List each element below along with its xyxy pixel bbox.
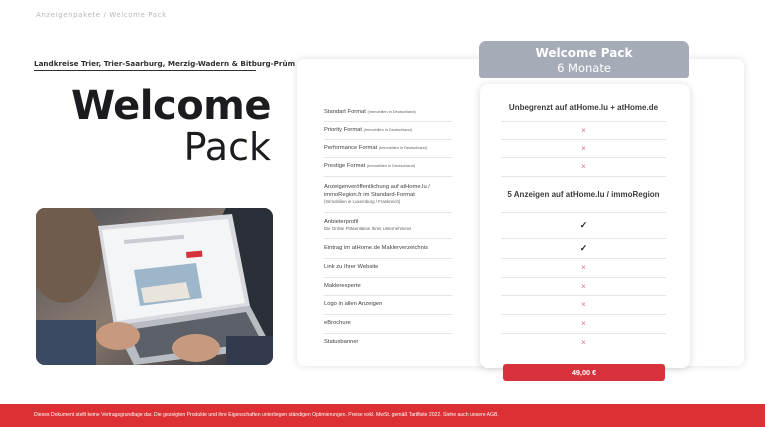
feature-note: Die Online Präsentation Ihres Unternehmens [324, 226, 412, 232]
cross-icon: × [581, 125, 586, 135]
price-button[interactable]: 49,00 € [503, 364, 665, 381]
feature-note: (Immobilien in Luxemburg / Frankreich) [324, 199, 401, 205]
feature-note: (Immobilien in Deutschland) [367, 108, 416, 114]
plan-name: Welcome Pack [535, 46, 633, 60]
feature-label: Standart Format [324, 108, 366, 115]
cross-icon: × [581, 143, 586, 153]
cross-icon: × [581, 300, 586, 310]
feature-label: eBrochure [324, 320, 351, 327]
feature-row [324, 259, 452, 278]
cross-icon: × [581, 338, 586, 348]
plan-value [501, 259, 666, 278]
feature-note: (Immobilien in Deutschland) [366, 163, 416, 169]
page-title-line1: Welcome [70, 83, 271, 129]
plan-value [501, 239, 666, 259]
plan-value [501, 334, 666, 352]
region-subtitle: Landkreise Trier, Trier-Saarburg, Merzig-Wadern & Bitburg-Prüm [34, 59, 296, 68]
feature-label: Performance Format [324, 144, 378, 151]
feature-row [324, 177, 452, 213]
page-title-line2: Pack [183, 125, 271, 169]
feature-row [324, 334, 452, 352]
check-icon: ✓ [579, 243, 588, 254]
feature-row [324, 296, 452, 315]
feature-row [324, 122, 452, 140]
footer-bar [0, 404, 765, 427]
feature-label: Prestige Format [324, 163, 366, 170]
plan-value [501, 140, 666, 158]
feature-label: Maklerexperte [324, 282, 361, 289]
feature-label: Priority Format [324, 126, 363, 133]
plan-header [479, 41, 689, 78]
plan-value-text: 5 Anzeigen auf atHome.lu / immoRegion [507, 189, 660, 199]
cross-icon: × [581, 281, 586, 291]
plan-value [501, 158, 666, 177]
plan-duration: 6 Monate [557, 61, 611, 75]
cross-icon: × [581, 162, 586, 172]
feature-row [324, 239, 452, 259]
breadcrumb: Anzeigenpakete / Welcome Pack [36, 11, 167, 19]
plan-value [501, 213, 666, 239]
cross-icon: × [581, 263, 586, 273]
feature-label: Statusbanner [324, 339, 359, 346]
feature-row [324, 158, 452, 177]
plan-value [501, 278, 666, 296]
feature-label: Anbieterprofil [324, 218, 359, 225]
feature-row [324, 140, 452, 158]
feature-label: Eintrag im atHome.de Maklerverzeichnis [324, 244, 429, 251]
check-icon: ✓ [579, 220, 588, 231]
plan-value [501, 122, 666, 140]
plan-value [501, 296, 666, 315]
feature-row [324, 278, 452, 296]
region-underline [34, 70, 256, 71]
plan-value [501, 94, 666, 122]
feature-note: (Immobilien in Deutschland) [378, 144, 428, 150]
feature-label: Link zu Ihrer Website [324, 264, 379, 271]
plan-value [501, 177, 666, 213]
laptop-illustration [36, 208, 273, 365]
laptop-photo [36, 208, 273, 365]
feature-note: (Immobilien in Deutschland) [363, 126, 412, 132]
feature-row [324, 104, 452, 122]
feature-label: Logo in allen Anzeigen [324, 301, 383, 308]
feature-row [324, 213, 452, 239]
plan-value-text: Unbegrenzt auf atHome.lu + atHome.de [508, 102, 659, 112]
feature-row [324, 315, 452, 334]
footer-disclaimer: Dieses Dokument stellt keine Vertragsgrundlage dar. Die gezeigten Produkte und ihre Eigenschaften unterliegen ständigen Optimierungen. Preise exkl. MwSt. gemäß Tarifliste 2022. Siehe auch unsere AGB. [34, 412, 499, 418]
cross-icon: × [581, 319, 586, 329]
plan-value [501, 315, 666, 334]
feature-label: Anzeigenveröffentlichung auf atHome.lu / immoRegion.fr im Standard-Format [324, 183, 430, 198]
